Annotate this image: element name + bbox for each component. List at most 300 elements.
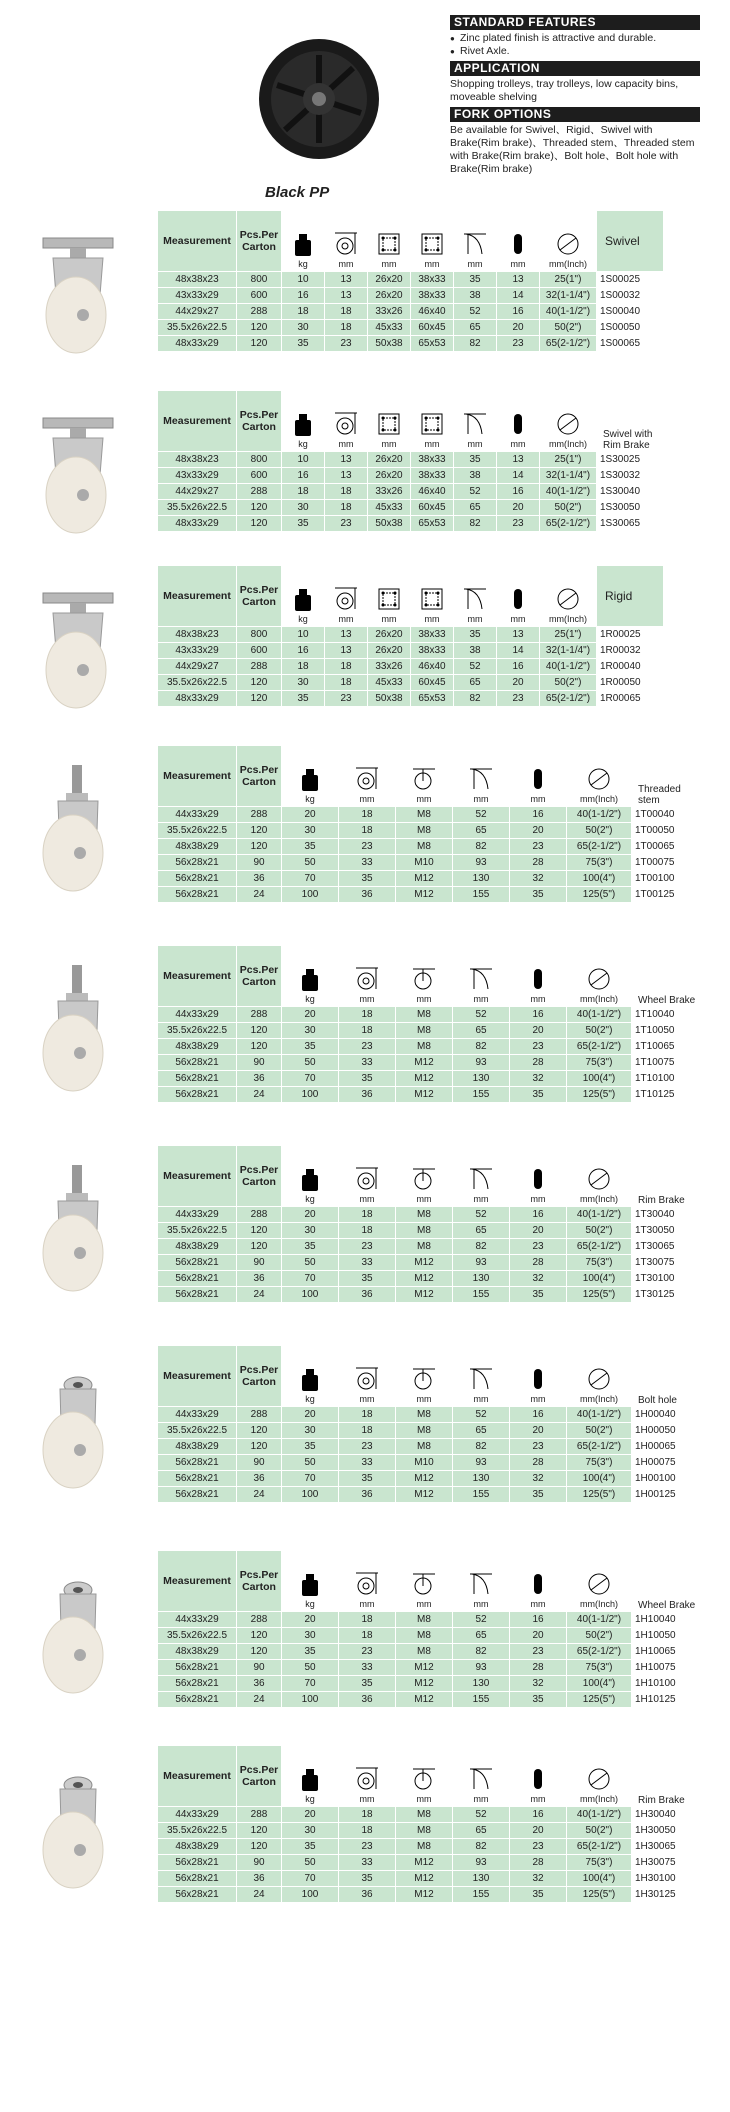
table-cell: 56x28x21	[158, 871, 236, 886]
unit-label: mm	[467, 614, 483, 624]
table-cell: 36	[339, 887, 395, 902]
table-cell: 100	[282, 1487, 338, 1502]
wheel-width-icon	[531, 1572, 545, 1596]
table-cell: M12	[396, 1287, 452, 1302]
wheel-diameter-icon	[587, 1572, 611, 1596]
table-cell: 65	[454, 500, 496, 515]
unit-label: kg	[305, 794, 315, 804]
table-cell: 30	[282, 675, 324, 690]
table-cell: 100	[282, 1287, 338, 1302]
unit-label: mm(Inch)	[549, 439, 587, 449]
table-cell: 56x28x21	[158, 1455, 236, 1470]
table-cell: 50	[282, 1255, 338, 1270]
table-row	[158, 1487, 702, 1502]
spec-column-header	[368, 566, 410, 626]
stem-icon	[411, 1365, 437, 1391]
caster-type-label: Bolt hole	[632, 1346, 702, 1406]
spec-column-header	[454, 391, 496, 451]
table-cell: 16	[497, 304, 539, 319]
table-cell: 120	[237, 1644, 281, 1659]
unit-label: mm	[359, 1194, 375, 1204]
table-cell: 52	[453, 1612, 509, 1627]
item-code-cell: 1T10075	[632, 1055, 702, 1070]
table-cell: 18	[339, 1407, 395, 1422]
table-cell: 44x33x29	[158, 1612, 236, 1627]
table-cell: M12	[396, 887, 452, 902]
unit-label: mm(Inch)	[580, 994, 618, 1004]
table-cell: 35	[282, 516, 324, 531]
load-weight-icon	[294, 589, 312, 611]
table-row	[158, 288, 663, 303]
swivel-offset-icon	[462, 585, 488, 611]
table-cell: 90	[237, 1455, 281, 1470]
table-cell: 56x28x21	[158, 887, 236, 902]
table-cell: 20	[497, 320, 539, 335]
table-cell: 600	[237, 468, 281, 483]
table-cell: 35	[339, 1471, 395, 1486]
table-cell: 90	[237, 1855, 281, 1870]
table-cell: 155	[453, 1287, 509, 1302]
table-cell: M10	[396, 855, 452, 870]
spec-table	[157, 210, 664, 352]
swivel-offset-icon	[462, 410, 488, 436]
table-cell: 93	[453, 1255, 509, 1270]
table-cell: 60x45	[411, 500, 453, 515]
table-cell: 70	[282, 1676, 338, 1691]
table-cell: 35	[282, 691, 324, 706]
table-cell: 82	[454, 691, 496, 706]
caster-height-icon	[354, 965, 380, 991]
table-row	[158, 887, 702, 902]
table-cell: 23	[510, 1439, 566, 1454]
table-cell: M8	[396, 1807, 452, 1822]
table-cell: 600	[237, 643, 281, 658]
table-cell: 120	[237, 500, 281, 515]
load-weight-icon	[301, 1769, 319, 1791]
table-cell: 14	[497, 468, 539, 483]
table-cell: 40(1-1/2")	[567, 1407, 631, 1422]
table-cell: 155	[453, 1487, 509, 1502]
table-cell: 75(3")	[567, 1455, 631, 1470]
table-row	[158, 855, 702, 870]
item-code-cell: 1T30050	[632, 1223, 702, 1238]
table-cell: 26x20	[368, 288, 410, 303]
table-cell: M12	[396, 1471, 452, 1486]
table-cell: 56x28x21	[158, 1055, 236, 1070]
table-cell: 120	[237, 1223, 281, 1238]
table-cell: 23	[325, 516, 367, 531]
pcs-per-carton-header: Pcs.Per Carton	[237, 566, 281, 626]
table-cell: 16	[510, 807, 566, 822]
table-cell: 35	[510, 887, 566, 902]
table-cell: 288	[237, 1612, 281, 1627]
unit-label: mm	[381, 439, 397, 449]
table-cell: M8	[396, 807, 452, 822]
table-cell: 155	[453, 1887, 509, 1902]
table-row	[158, 1007, 702, 1022]
table-cell: 120	[237, 1239, 281, 1254]
table-cell: M8	[396, 1223, 452, 1238]
table-cell: 100(4")	[567, 1471, 631, 1486]
swivel-offset-icon	[468, 965, 494, 991]
spec-column-header	[540, 566, 596, 626]
table-cell: 16	[510, 1612, 566, 1627]
table-cell: M12	[396, 1692, 452, 1707]
table-cell: 93	[453, 855, 509, 870]
table-cell: 18	[339, 823, 395, 838]
table-cell: 23	[510, 1644, 566, 1659]
table-cell: 65(2-1/2")	[567, 1644, 631, 1659]
wheel-diameter-icon	[587, 1367, 611, 1391]
table-cell: 35	[282, 1839, 338, 1854]
unit-label: mm(Inch)	[580, 794, 618, 804]
table-cell: 18	[339, 1807, 395, 1822]
table-row	[158, 304, 663, 319]
spec-column-header	[510, 1551, 566, 1611]
spec-column-header	[411, 211, 453, 271]
table-cell: M12	[396, 1071, 452, 1086]
table-cell: 32	[510, 871, 566, 886]
table-cell: 125(5")	[567, 1487, 631, 1502]
table-cell: 18	[325, 320, 367, 335]
table-cell: 52	[453, 1407, 509, 1422]
table-cell: 35	[282, 1039, 338, 1054]
table-cell: 18	[339, 1612, 395, 1627]
table-cell: 52	[453, 1007, 509, 1022]
table-cell: M12	[396, 1087, 452, 1102]
wheel-diameter-icon	[587, 967, 611, 991]
spec-column-header	[540, 211, 596, 271]
header-row	[158, 211, 663, 271]
table-row	[158, 1255, 702, 1270]
caster-section	[0, 745, 730, 910]
stem-icon	[411, 765, 437, 791]
table-cell: 120	[237, 823, 281, 838]
table-row	[158, 1287, 702, 1302]
table-cell: 40(1-1/2")	[567, 807, 631, 822]
spec-column-header	[339, 946, 395, 1006]
caster-height-icon	[354, 1765, 380, 1791]
measurement-header: Measurement	[158, 211, 236, 271]
table-cell: 82	[453, 1839, 509, 1854]
table-cell: 100(4")	[567, 1271, 631, 1286]
table-cell: 38	[454, 468, 496, 483]
feature-item: ● Rivet Axle.	[450, 45, 700, 58]
table-cell: 48x38x29	[158, 1839, 236, 1854]
load-weight-icon	[301, 1574, 319, 1596]
table-row	[158, 1871, 702, 1886]
table-cell: 45x33	[368, 675, 410, 690]
item-code-cell: 1S30040	[597, 484, 661, 499]
caster-section	[0, 210, 730, 375]
caster-photo	[18, 410, 138, 540]
item-code-cell: 1H30100	[632, 1871, 702, 1886]
table-cell: 82	[453, 1239, 509, 1254]
table-cell: 44x33x29	[158, 1007, 236, 1022]
table-cell: 800	[237, 452, 281, 467]
table-cell: 93	[453, 1455, 509, 1470]
table-cell: 35.5x26x22.5	[158, 675, 236, 690]
swivel-offset-icon	[468, 765, 494, 791]
table-cell: 10	[282, 452, 324, 467]
table-cell: 56x28x21	[158, 1871, 236, 1886]
table-cell: 16	[510, 1407, 566, 1422]
item-code-cell: 1H10100	[632, 1676, 702, 1691]
table-cell: 44x33x29	[158, 807, 236, 822]
table-cell: 52	[453, 1807, 509, 1822]
table-cell: 75(3")	[567, 1660, 631, 1675]
table-cell: 20	[282, 1612, 338, 1627]
table-cell: 20	[282, 1207, 338, 1222]
table-cell: 75(3")	[567, 855, 631, 870]
table-cell: 56x28x21	[158, 1071, 236, 1086]
table-cell: 60x45	[411, 320, 453, 335]
item-code-cell: 1T30075	[632, 1255, 702, 1270]
spec-column-header	[282, 1146, 338, 1206]
table-cell: 36	[237, 871, 281, 886]
table-cell: 90	[237, 1255, 281, 1270]
table-row	[158, 1455, 702, 1470]
table-cell: 120	[237, 1823, 281, 1838]
header-row	[158, 1551, 702, 1611]
stem-icon	[411, 965, 437, 991]
table-cell: 16	[510, 1007, 566, 1022]
unit-label: mm	[510, 614, 526, 624]
spec-column-header	[282, 1746, 338, 1806]
unit-label: mm(Inch)	[549, 259, 587, 269]
unit-label: mm	[473, 794, 489, 804]
caster-section	[0, 565, 730, 730]
table-cell: M8	[396, 1423, 452, 1438]
table-cell: 75(3")	[567, 1255, 631, 1270]
load-weight-icon	[301, 1169, 319, 1191]
unit-label: mm	[359, 794, 375, 804]
table-cell: 38	[454, 643, 496, 658]
spec-column-header	[282, 566, 324, 626]
spec-table	[157, 945, 703, 1103]
table-cell: 288	[237, 659, 281, 674]
caster-height-icon	[333, 410, 359, 436]
spec-column-header	[339, 1746, 395, 1806]
table-cell: 120	[237, 691, 281, 706]
table-cell: M8	[396, 1007, 452, 1022]
table-cell: 65(2-1/2")	[567, 1239, 631, 1254]
table-cell: 23	[497, 336, 539, 351]
pcs-per-carton-header: Pcs.Per Carton	[237, 746, 281, 806]
item-code-cell: 1S00050	[597, 320, 663, 335]
item-code-cell: 1H30065	[632, 1839, 702, 1854]
table-cell: 20	[510, 823, 566, 838]
table-cell: 46x40	[411, 659, 453, 674]
table-cell: 56x28x21	[158, 1676, 236, 1691]
caster-photo	[18, 1365, 138, 1495]
table-cell: 35	[510, 1887, 566, 1902]
table-row	[158, 468, 661, 483]
table-cell: 16	[510, 1807, 566, 1822]
item-code-cell: 1T10125	[632, 1087, 702, 1102]
table-cell: 26x20	[368, 272, 410, 287]
table-cell: 36	[339, 1887, 395, 1902]
table-cell: 20	[497, 675, 539, 690]
table-cell: 35	[339, 1071, 395, 1086]
spec-column-header	[453, 1746, 509, 1806]
table-cell: 16	[282, 288, 324, 303]
top-plate-icon	[420, 412, 444, 436]
wheel-width-icon	[511, 587, 525, 611]
table-cell: 23	[510, 1039, 566, 1054]
caster-height-icon	[354, 1365, 380, 1391]
wheel-width-icon	[531, 967, 545, 991]
table-row	[158, 1839, 702, 1854]
table-cell: 100(4")	[567, 1071, 631, 1086]
table-cell: 50(2")	[567, 1223, 631, 1238]
table-cell: 24	[237, 1692, 281, 1707]
table-row	[158, 336, 663, 351]
table-cell: 120	[237, 516, 281, 531]
table-cell: 56x28x21	[158, 1287, 236, 1302]
table-cell: 40(1-1/2")	[567, 1612, 631, 1627]
caster-section	[0, 1550, 730, 1715]
unit-label: mm	[424, 259, 440, 269]
item-code-cell: 1H00050	[632, 1423, 702, 1438]
table-cell: 65	[454, 675, 496, 690]
unit-label: mm	[467, 439, 483, 449]
item-code-cell: 1S30032	[597, 468, 661, 483]
unit-label: kg	[305, 1194, 315, 1204]
table-cell: 26x20	[368, 643, 410, 658]
table-row	[158, 1239, 702, 1254]
table-cell: M8	[396, 1839, 452, 1854]
spec-table	[157, 1145, 703, 1303]
table-row	[158, 1628, 702, 1643]
table-cell: 18	[339, 1823, 395, 1838]
item-code-cell: 1H30075	[632, 1855, 702, 1870]
spec-table	[157, 1745, 703, 1903]
table-cell: 35	[510, 1487, 566, 1502]
table-cell: 35	[454, 452, 496, 467]
spec-column-header	[497, 211, 539, 271]
unit-label: mm	[510, 439, 526, 449]
table-cell: 65	[453, 823, 509, 838]
table-cell: 65	[453, 1823, 509, 1838]
table-cell: 56x28x21	[158, 1471, 236, 1486]
table-cell: 100(4")	[567, 871, 631, 886]
measurement-header: Measurement	[158, 1346, 236, 1406]
table-cell: M8	[396, 1612, 452, 1627]
table-cell: M8	[396, 1823, 452, 1838]
table-cell: 35	[339, 871, 395, 886]
unit-label: mm	[416, 1599, 432, 1609]
table-row	[158, 1887, 702, 1902]
table-cell: 65	[453, 1223, 509, 1238]
table-cell: 38x33	[411, 288, 453, 303]
fork-options-text: Be available for Swivel、Rigid、Swivel with Brake(Rim brake)、Threaded stem、Threaded stem with Brake(Rim brake)、Bolt hole、Bolt hole with Brake(Rim brake)	[450, 124, 695, 175]
table-cell: 10	[282, 627, 324, 642]
unit-label: mm	[416, 994, 432, 1004]
table-cell: 50	[282, 855, 338, 870]
table-cell: 52	[453, 1207, 509, 1222]
table-cell: 30	[282, 1823, 338, 1838]
stem-icon	[411, 1765, 437, 1791]
table-cell: 32(1-1/4")	[540, 288, 596, 303]
caster-type-label: Rim Brake	[632, 1746, 702, 1806]
table-cell: 35	[282, 1644, 338, 1659]
spec-table	[157, 390, 662, 532]
table-cell: 125(5")	[567, 1287, 631, 1302]
table-cell: M12	[396, 1871, 452, 1886]
product-header	[0, 0, 730, 210]
spec-column-header	[396, 1146, 452, 1206]
item-code-cell: 1H10050	[632, 1628, 702, 1643]
table-cell: 18	[339, 807, 395, 822]
table-cell: 50(2")	[567, 1628, 631, 1643]
item-code-cell: 1H00125	[632, 1487, 702, 1502]
unit-label: mm	[530, 1599, 546, 1609]
table-cell: 100	[282, 1087, 338, 1102]
swivel-offset-icon	[462, 230, 488, 256]
table-cell: 28	[510, 1855, 566, 1870]
swivel-offset-icon	[468, 1570, 494, 1596]
table-cell: 13	[497, 452, 539, 467]
table-cell: 65	[453, 1023, 509, 1038]
table-cell: 13	[325, 288, 367, 303]
load-weight-icon	[301, 769, 319, 791]
table-row	[158, 1471, 702, 1486]
pcs-per-carton-header: Pcs.Per Carton	[237, 211, 281, 271]
item-code-cell: 1T10100	[632, 1071, 702, 1086]
item-code-cell: 1S00032	[597, 288, 663, 303]
table-cell: 65x53	[411, 516, 453, 531]
table-cell: 18	[339, 1423, 395, 1438]
pcs-per-carton-header: Pcs.Per Carton	[237, 946, 281, 1006]
table-cell: 48x38x29	[158, 1039, 236, 1054]
table-cell: 38	[454, 288, 496, 303]
table-cell: 36	[339, 1487, 395, 1502]
table-cell: 30	[282, 1223, 338, 1238]
table-cell: 56x28x21	[158, 855, 236, 870]
table-cell: 44x33x29	[158, 1807, 236, 1822]
table-cell: 70	[282, 1271, 338, 1286]
header-row	[158, 746, 702, 806]
table-cell: M12	[396, 1487, 452, 1502]
table-cell: 130	[453, 1071, 509, 1086]
table-cell: 100(4")	[567, 1871, 631, 1886]
table-cell: 38x33	[411, 452, 453, 467]
table-cell: 44x29x27	[158, 484, 236, 499]
table-row	[158, 823, 702, 838]
table-cell: 30	[282, 1023, 338, 1038]
table-cell: 48x38x29	[158, 1239, 236, 1254]
unit-label: mm	[424, 614, 440, 624]
table-row	[158, 1676, 702, 1691]
item-code-cell: 1T00040	[632, 807, 702, 822]
unit-label: mm	[359, 1794, 375, 1804]
spec-column-header	[368, 391, 410, 451]
table-cell: 35	[282, 1439, 338, 1454]
table-cell: 52	[454, 659, 496, 674]
stem-icon	[411, 1570, 437, 1596]
item-code-cell: 1T00125	[632, 887, 702, 902]
spec-column-header	[396, 1551, 452, 1611]
spec-column-header	[396, 946, 452, 1006]
table-cell: 48x38x29	[158, 839, 236, 854]
item-code-cell: 1H30125	[632, 1887, 702, 1902]
item-code-cell: 1T10040	[632, 1007, 702, 1022]
table-cell: 48x38x23	[158, 272, 236, 287]
table-cell: 288	[237, 1007, 281, 1022]
wheel-width-icon	[531, 1767, 545, 1791]
unit-label: mm	[530, 794, 546, 804]
